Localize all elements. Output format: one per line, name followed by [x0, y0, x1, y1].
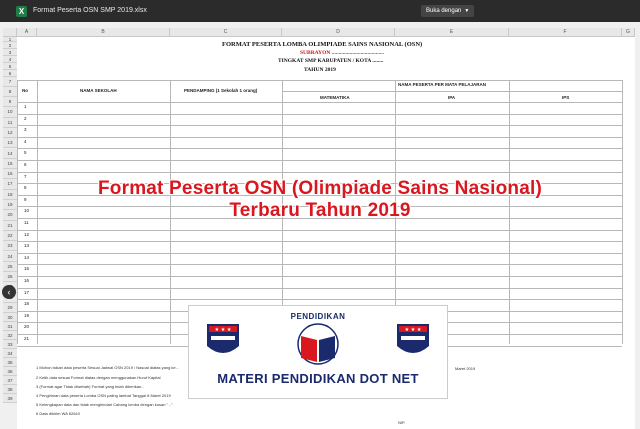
grid-row-line: [17, 160, 622, 161]
row-number-cell[interactable]: 1: [24, 104, 27, 109]
row-header[interactable]: 16: [3, 169, 17, 179]
grid-row-line: [17, 148, 622, 149]
row-header[interactable]: 39: [3, 394, 17, 403]
note-date: Maret 2019: [455, 366, 476, 371]
row-header[interactable]: 19: [3, 200, 17, 210]
open-with-label: Buka dengan: [426, 8, 462, 14]
site-logo: [188, 305, 448, 399]
logo-subtitle: PENDIDIKAN: [290, 312, 346, 321]
caret-down-icon: ▼: [464, 8, 470, 14]
row-header[interactable]: 5: [3, 63, 17, 70]
row-header[interactable]: 32: [3, 331, 17, 340]
grid-row-line: [17, 230, 622, 231]
row-number-cell[interactable]: 11: [24, 220, 29, 225]
grid-row-line: [17, 102, 622, 103]
header-participants: NAMA PESERTA PER MATA PELAJARAN: [398, 82, 487, 87]
svg-text:★ ★ ★: ★ ★ ★: [404, 327, 422, 333]
chevron-left-icon[interactable]: ‹: [2, 285, 16, 299]
row-header[interactable]: 35: [3, 358, 17, 367]
row-header[interactable]: 10: [3, 107, 17, 117]
row-header[interactable]: 22: [3, 231, 17, 241]
row-header[interactable]: 12: [3, 128, 17, 138]
column-header-g[interactable]: G: [622, 28, 635, 37]
row-header[interactable]: 4: [3, 56, 17, 63]
sheet-level: TINGKAT SMP KABUPATEN / KOTA ........: [278, 58, 384, 64]
header-math: MATEMATIKA: [320, 95, 350, 100]
row-number-cell[interactable]: 3: [24, 127, 27, 133]
row-number-cell[interactable]: 16: [24, 278, 30, 283]
row-header[interactable]: 33: [3, 340, 17, 349]
row-number-cell[interactable]: 2: [24, 115, 27, 121]
note-2: 2 Ketik data sesuai Format diatas dengan menggunakan Huruf Kapital: [36, 375, 161, 380]
viewer-top-bar: [0, 0, 640, 22]
grid-row-line: [17, 125, 622, 126]
row-header[interactable]: 6: [3, 70, 17, 77]
grid-row-line: [17, 253, 622, 254]
row-header[interactable]: 36: [3, 367, 17, 376]
column-header-c[interactable]: C: [170, 28, 282, 37]
row-header[interactable]: 15: [3, 159, 17, 169]
header-ipa: IPA: [448, 95, 456, 100]
note-5: 5 Kelengkapan data dan tidak menghindari Cabang lomba dengan kosan " - ": [36, 402, 173, 407]
row-header[interactable]: 7: [3, 77, 17, 87]
grid-row-line: [17, 114, 622, 115]
note-4: 4 Pengiriman data peserta Lomba OSN paling lambat Tanggal 8 Maret 2019: [36, 393, 171, 398]
column-header-f[interactable]: F: [509, 28, 622, 37]
grid-row-line: [17, 172, 622, 173]
row-number-cell[interactable]: 18: [24, 301, 30, 307]
row-number-cell[interactable]: 21: [24, 336, 30, 341]
note-3: 3 (Format agar Tidak diwebah) Format yang telah diberikan...: [36, 384, 145, 389]
grid-row-line: [17, 264, 622, 265]
column-header-a[interactable]: A: [17, 28, 37, 37]
column-header-e[interactable]: E: [395, 28, 509, 37]
header-ips: IPS: [562, 95, 570, 100]
row-number-cell[interactable]: 13: [24, 243, 30, 249]
row-number-cell[interactable]: 15: [24, 266, 30, 272]
shield-right-icon: [397, 324, 429, 353]
row-number-cell[interactable]: 20: [24, 324, 30, 330]
column-header-d[interactable]: D: [282, 28, 395, 37]
header-school: NAMA SEKOLAH: [80, 88, 117, 93]
header-supervisor: PENDAMPING (1 Sekolah 1 orang): [184, 88, 258, 93]
grid-row-line: [17, 241, 622, 242]
grid-row-line: [17, 137, 622, 138]
row-number-cell[interactable]: 4: [24, 138, 27, 144]
file-title: Format Peserta OSN SMP 2019.xlsx: [33, 7, 147, 14]
row-header[interactable]: 25: [3, 262, 17, 272]
shield-left-icon: [207, 324, 239, 353]
logo-main-text: MATERI PENDIDIKAN DOT NET: [217, 371, 419, 386]
row-number-cell[interactable]: 5: [24, 150, 27, 156]
row-header[interactable]: 34: [3, 349, 17, 358]
row-header[interactable]: 18: [3, 190, 17, 200]
row-number-cell[interactable]: 19: [24, 312, 30, 318]
column-header-b[interactable]: B: [37, 28, 170, 37]
note-6: 6 Data dikirim WA 62643: [36, 411, 80, 416]
row-header[interactable]: 23: [3, 241, 17, 251]
grid-row-line: [17, 299, 622, 300]
grid-row-line: [17, 288, 622, 289]
row-number-cell[interactable]: 14: [24, 254, 30, 260]
row-header[interactable]: 38: [3, 385, 17, 394]
row-number-cell[interactable]: 12: [24, 231, 30, 237]
row-number-cell[interactable]: 6: [24, 162, 27, 167]
row-header[interactable]: 26: [3, 272, 17, 282]
row-header[interactable]: 14: [3, 149, 17, 159]
sheet-title: FORMAT PESERTA LOMBA OLIMPIADE SAINS NASIONAL (OSN): [222, 41, 423, 48]
row-header[interactable]: 9: [3, 97, 17, 107]
grid-row-line: [17, 276, 622, 277]
row-header[interactable]: 24: [3, 252, 17, 262]
logo-emblem: [189, 306, 447, 366]
row-header[interactable]: 1: [3, 37, 17, 42]
row-header[interactable]: 8: [3, 87, 17, 97]
note-1: 1 Mohon isikan data peserta Sesuai Jadwal OSN 2019 / Nasoal diatas yang ke...: [36, 365, 179, 370]
row-header[interactable]: 30: [3, 313, 17, 322]
row-header[interactable]: 20: [3, 210, 17, 220]
overlay-title-line1: Format Peserta OSN (Olimpiade Sains Nasional): [97, 178, 542, 199]
select-all-corner[interactable]: [3, 28, 17, 37]
svg-text:★ ★ ★: ★ ★ ★: [214, 327, 232, 333]
book-icon: [298, 324, 338, 364]
row-header[interactable]: 21: [3, 221, 17, 231]
row-number-cell[interactable]: 7: [24, 173, 27, 179]
row-header[interactable]: 2: [3, 42, 17, 49]
header-no: No: [22, 88, 28, 93]
row-header[interactable]: 29: [3, 303, 17, 313]
signature-nip: NIP.: [398, 420, 406, 425]
open-with-button[interactable]: [421, 5, 474, 17]
row-header[interactable]: 17: [3, 179, 17, 189]
row-header[interactable]: 13: [3, 138, 17, 148]
excel-file-icon: X: [16, 6, 27, 17]
row-header[interactable]: 31: [3, 322, 17, 331]
row-header[interactable]: 37: [3, 376, 17, 385]
row-number-cell[interactable]: 8: [24, 185, 27, 191]
row-number-cell[interactable]: 10: [24, 208, 30, 214]
grid-row-line: [17, 80, 622, 81]
overlay-title-line2: Terbaru Tahun 2019: [229, 200, 411, 221]
sheet-year: TAHUN 2019: [304, 67, 336, 73]
sheet-subrayon: SUBRAYON ......................................: [300, 50, 384, 56]
row-header[interactable]: 3: [3, 49, 17, 56]
row-number-cell[interactable]: 17: [24, 289, 30, 295]
grid-row-line: [282, 91, 622, 92]
row-number-cell[interactable]: 9: [24, 196, 27, 202]
row-header[interactable]: 11: [3, 118, 17, 128]
